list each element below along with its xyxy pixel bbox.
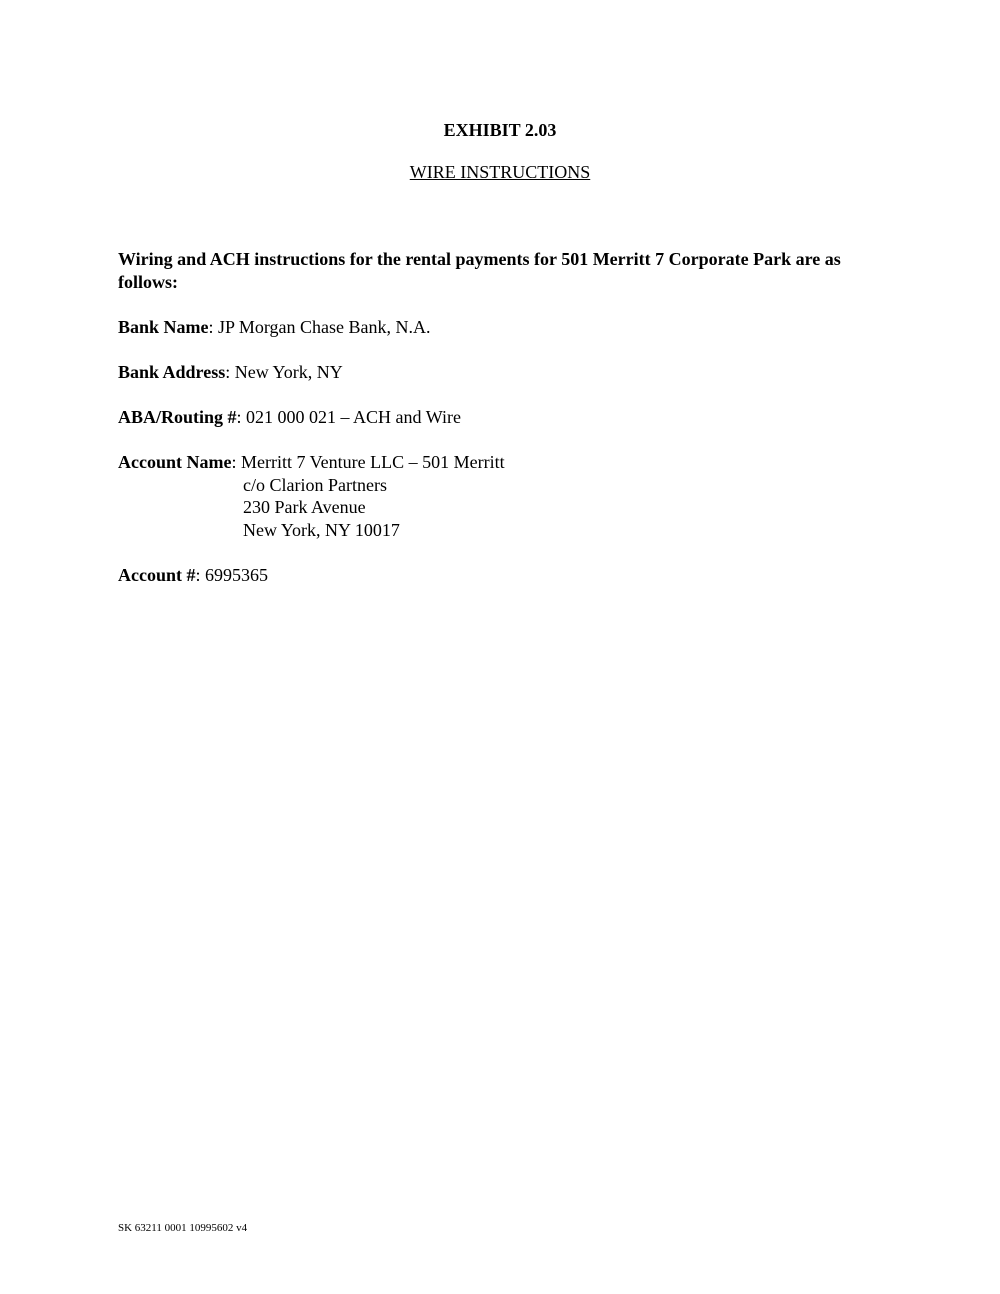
routing-label: ABA/Routing #	[118, 407, 237, 427]
bank-address-field	[118, 361, 343, 384]
account-name-field	[118, 451, 505, 474]
account-name-label: Account Name	[118, 452, 232, 472]
account-number-value: : 6995365	[195, 565, 269, 585]
exhibit-title: EXHIBIT 2.03	[443, 120, 557, 140]
intro-paragraph: Wiring and ACH instructions for the rental payments for 501 Merritt 7 Corporate Park are as follows:	[118, 249, 841, 292]
document-footer-id: SK 63211 0001 10995602 v4	[118, 1222, 248, 1234]
account-address-line: 230 Park Avenue	[243, 497, 366, 517]
bank-name-field	[118, 316, 431, 339]
bank-name-value: : JP Morgan Chase Bank, N.A.	[208, 317, 431, 337]
account-address-line: c/o Clarion Partners	[243, 475, 387, 495]
routing-field	[118, 406, 461, 429]
bank-name-label: Bank Name	[118, 317, 209, 337]
account-address-line: New York, NY 10017	[243, 520, 400, 540]
bank-address-value: : New York, NY	[225, 362, 343, 382]
section-title: WIRE INSTRUCTIONS	[409, 162, 591, 182]
bank-address-label: Bank Address	[118, 362, 226, 382]
routing-value: : 021 000 021 – ACH and Wire	[236, 407, 461, 427]
account-number-field	[118, 564, 268, 587]
account-number-label: Account #	[118, 565, 196, 585]
account-name-value: : Merritt 7 Venture LLC – 501 Merritt	[231, 452, 505, 472]
